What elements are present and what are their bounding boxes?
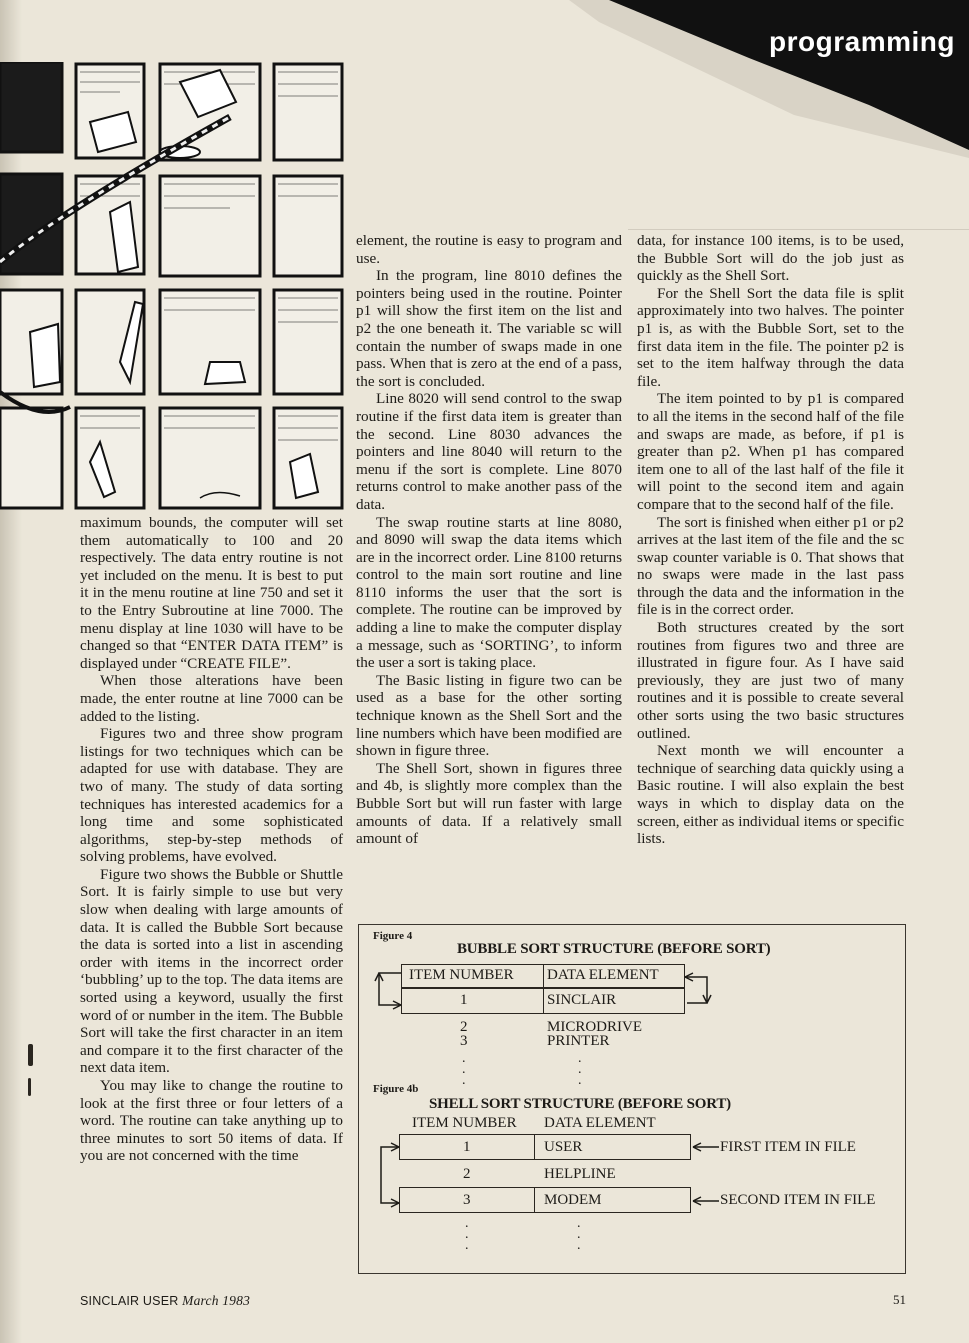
continuation-dots: . . . (578, 1051, 582, 1088)
shell-loop-arrow-icon (377, 1139, 403, 1211)
paragraph: Next month we will encounter a technique of searching data quickly using a Basic routine. I will also explain the best ways in which to display data on the screen, either as individual items or specific lists. (637, 742, 904, 848)
article-column-1 (80, 514, 343, 1165)
paragraph: You may like to change the routine to look at the first three or four letters of a word. The routine can take anything up to three minutes to sort 50 items of data. If you are not concerned with the time (80, 1077, 343, 1165)
figure-4-label: Figure 4 (373, 930, 413, 942)
paragraph: In the program, line 8010 defines the pointers being used in the routine. Pointer p1 will show the first item on the list and p2 the one beneath it. The variable sc will contain the number of swaps made in one pass. When that is zero at the end of a pass, the sort is concluded. (356, 267, 622, 390)
shell-row-value: HELPLINE (544, 1166, 616, 1182)
article-column-3 (637, 232, 904, 848)
column-top-rule (628, 229, 969, 230)
shell-row-number: 1 (463, 1139, 471, 1155)
paragraph: For the Shell Sort the data file is split approximately into two halves. The pointer p1 is, as with the Bubble Sort, set to the first data item in the file. The pointer p2 is set to the item halfway through the data file. (637, 284, 904, 390)
paragraph: When those alterations have been made, the enter routne at line 7000 can be added to the listing. (80, 672, 343, 725)
issue-date: March 1983 (182, 1293, 251, 1308)
bubble-row-value: MICRODRIVE (547, 1019, 643, 1035)
shell-row-value: MODEM (544, 1192, 602, 1208)
paragraph: The swap routine starts at line 8080, and 8090 will swap the data items which are in the incorrect order. Line 8100 returns control to the main sort routine and line 8110 informs the user that the sort is complete. The routine can be improved by adding a line to make the computer display a message, such as ‘SORTING’, to inform the user a sort is taking place. (356, 513, 622, 672)
paragraph: data, for instance 100 items, is to be used, the Bubble Sort will do the job just as quickly as the Shell Sort. (637, 232, 904, 285)
shell-column-divider (534, 1187, 535, 1213)
paragraph: The sort is finished when either p1 or p2 arrives at the last item of the file and the sc swap counter variable is 0. That shows that no swaps were made in the last pass through the data and the information in the file is in the correct order. (637, 513, 904, 619)
annotation-arrows-icon (691, 1139, 721, 1211)
shell-row-number: 2 (463, 1166, 471, 1182)
continuation-dots: . . . (462, 1051, 466, 1088)
swap-arrow-right-icon (683, 967, 717, 1011)
continuation-dots: . . . (577, 1216, 581, 1253)
article-column-2 (356, 232, 622, 848)
paragraph: Both structures created by the sort routines from figures two and three are illustrated in figure four. As I have said previously, they are just two of many routines and it is possible to create several other sorts using the two basic structures outlined. (637, 619, 904, 742)
section-label: programming (769, 26, 955, 57)
shell-column-divider (534, 1134, 535, 1160)
bubble-row-number: 2 (460, 1019, 468, 1035)
pigeonhole-illustration (0, 62, 345, 514)
shell-row-number: 3 (463, 1192, 471, 1208)
paragraph: element, the routine is easy to program and use. (356, 232, 622, 267)
publication-name: SINCLAIR USER (80, 1294, 179, 1308)
figure-4b-label: Figure 4b (373, 1083, 419, 1095)
figure-box (358, 924, 906, 1274)
paragraph: The Basic listing in figure two can be used as a base for the other sorting technique known as the Shell Sort and the line numbers which have been modified are shown in figure three. (356, 671, 622, 760)
page-number: 51 (893, 1292, 906, 1307)
paragraph: Figures two and three show program listings for two techniques which can be adapted for use with database. They are two of many. The study of data sorting techniques has interested academics for a long time and some sophisticated algorithms, step-by-step methods of solving problems, have evolved. (80, 725, 343, 866)
margin-smudge (28, 1078, 31, 1096)
shell-row-value: USER (544, 1139, 583, 1155)
paragraph: Figure two shows the Bubble or Shuttle Sort. It is fairly simple to use but very slow when dealing with large amounts of data. It is called the Bubble Sort because the data is sorted into a list in ascending order with items in the incorrect order ‘bubbling’ up to the top. The data items are sorted using a keyword, usually the first word of or number in the item. The Bubble Sort will take the first character in an item and compare it to the first character of the next data item. (80, 865, 343, 1077)
bubble-row-number: 3 (460, 1033, 468, 1049)
section-header-band (569, 0, 969, 158)
bubble-row-value: PRINTER (547, 1033, 610, 1049)
paragraph: Line 8020 will send control to the swap routine if the first data item is greater than the second. Line 8030 advances the pointers and line 8040 will return to the menu if the sort is complete. Line 8070 returns control to make another pass of the data. (356, 390, 622, 513)
shell-header-item: ITEM NUMBER (412, 1115, 517, 1131)
bubble-column-divider (543, 964, 544, 1014)
continuation-dots: . . . (465, 1216, 469, 1253)
figure-4-title: BUBBLE SORT STRUCTURE (BEFORE SORT) (457, 941, 771, 957)
paragraph: The item pointed to by p1 is compared to all the items in the second half of the file and swaps are made, as before, if p1 is greater than p2. When p1 has compared item one to all of the last half of the file it will point to the second item and again compare that to the second half of the file. (637, 390, 904, 513)
shell-header-data: DATA ELEMENT (544, 1115, 656, 1131)
annotation-second-item: SECOND ITEM IN FILE (720, 1192, 876, 1208)
margin-smudge (28, 1044, 33, 1066)
footer-publication (80, 1293, 250, 1309)
bubble-row-number: 1 (460, 992, 468, 1008)
paragraph: maximum bounds, the computer will set them automatically to 100 and 20 respectively. The data entry routine is not yet included on the menu. It is best to put it in the menu routine at line 750 and set it to the Entry Subroutine at line 7000. The menu display at line 1030 will have to be changed so that “ENTER DATA ITEM” is displayed under “CREATE FILE”. (80, 514, 343, 672)
bubble-header-data: DATA ELEMENT (547, 967, 659, 983)
paragraph: The Shell Sort, shown in figures three and 4b, is slightly more complex than the Bubble Sort but will run faster with large amounts of data. If a relatively small amount of (356, 759, 622, 848)
bubble-header-item: ITEM NUMBER (409, 967, 514, 983)
bubble-row-value: SINCLAIR (547, 992, 617, 1008)
figure-4b-title: SHELL SORT STRUCTURE (BEFORE SORT) (429, 1096, 731, 1112)
swap-arrow-left-icon (371, 967, 405, 1011)
annotation-first-item: FIRST ITEM IN FILE (720, 1139, 856, 1155)
